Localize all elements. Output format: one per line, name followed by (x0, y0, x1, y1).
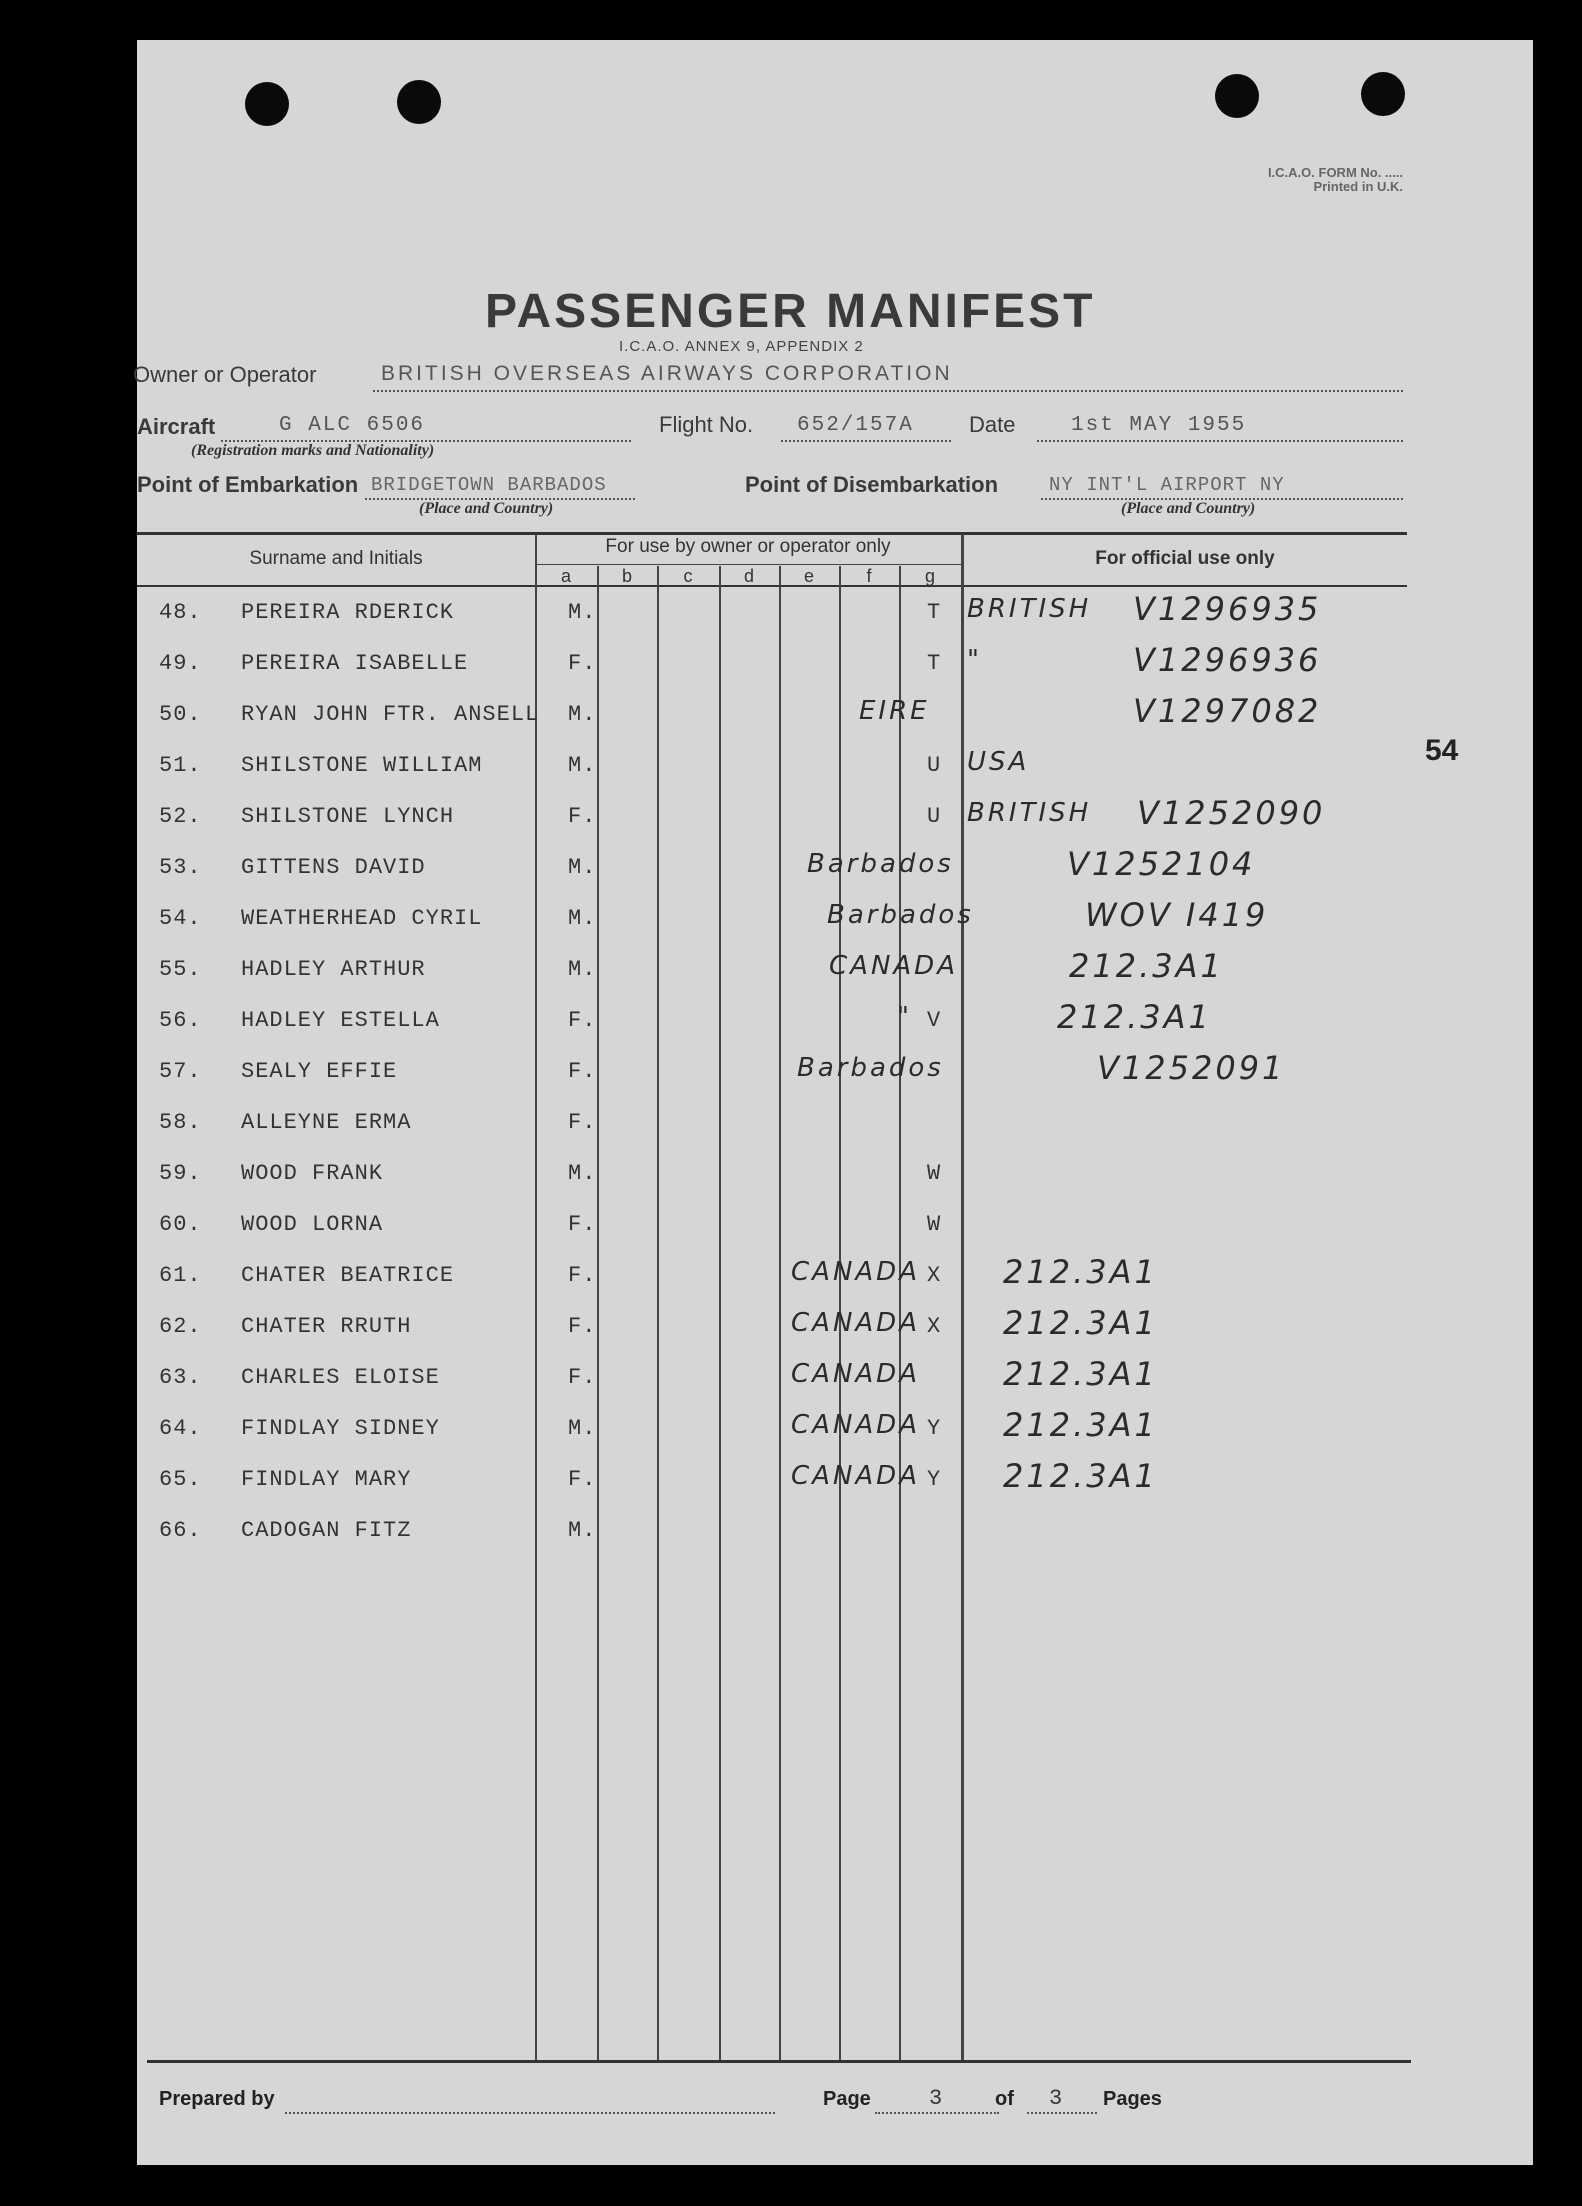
passport-reference: 212.3A1 (1003, 1457, 1158, 1495)
margin-number: 54 (1425, 734, 1459, 767)
flight-label: Flight No. (659, 412, 754, 437)
passenger-sex: F. (568, 804, 597, 829)
owner-value: BRITISH OVERSEAS AIRWAYS CORPORATION (381, 362, 953, 385)
passenger-sex: M. (568, 1518, 597, 1543)
nationality-note: CANADA (829, 951, 958, 981)
disembarkation-value: NY INT'L AIRPORT NY (1049, 474, 1285, 496)
nationality-note: " (897, 1002, 912, 1032)
prepared-by-label: Prepared by (159, 2088, 275, 2110)
passenger-sex: M. (568, 906, 597, 931)
table-row (137, 1161, 1533, 1211)
passport-reference: V1296935 (1133, 590, 1322, 628)
page-title: PASSENGER MANIFEST (485, 285, 1096, 338)
column-g-mark: U (927, 804, 942, 829)
owner-label: Owner or Operator (133, 362, 317, 387)
pages-label: Pages (1103, 2088, 1162, 2110)
row-number: 55. (159, 957, 202, 982)
passport-reference: V1252104 (1067, 845, 1256, 883)
passenger-name: CHARLES ELOISE (241, 1365, 440, 1390)
column-g-mark: X (927, 1263, 942, 1288)
subcol-rule (535, 564, 961, 565)
passenger-sex: M. (568, 957, 597, 982)
passport-reference: 212.3A1 (1003, 1355, 1158, 1393)
embarkation-label: Point of Embarkation (137, 472, 359, 497)
passenger-name: WOOD FRANK (241, 1161, 384, 1186)
passenger-name: CADOGAN FITZ (241, 1518, 412, 1543)
place-note-disembark: (Place and Country) (1121, 500, 1256, 517)
passenger-sex: F. (568, 1059, 597, 1084)
subcol-b: b (621, 566, 632, 586)
passport-reference: 212.3A1 (1003, 1304, 1158, 1342)
row-number: 60. (159, 1212, 202, 1237)
passport-reference: V1252090 (1137, 794, 1326, 832)
form-number (1268, 166, 1403, 194)
passenger-sex: M. (568, 600, 597, 625)
punch-hole-left-2 (397, 80, 441, 124)
table-row (137, 794, 1533, 854)
punch-hole-left (245, 82, 289, 126)
date-label: Date (969, 412, 1016, 437)
column-g-mark: T (927, 600, 942, 625)
page-number: 3 (929, 2086, 944, 2111)
row-number: 61. (159, 1263, 202, 1288)
date-value: 1st MAY 1955 (1071, 414, 1247, 437)
table-row (137, 590, 1533, 650)
aircraft-value: G ALC 6506 (279, 414, 426, 437)
passport-reference: V1297082 (1133, 692, 1322, 730)
passenger-name: CHATER RRUTH (241, 1314, 412, 1339)
column-g-mark: U (927, 753, 942, 778)
table-row (137, 1110, 1533, 1160)
passenger-name: WOOD LORNA (241, 1212, 384, 1237)
row-number: 51. (159, 753, 202, 778)
row-number: 64. (159, 1416, 202, 1441)
flight-dotted-line (781, 440, 951, 442)
passenger-name: FINDLAY SIDNEY (241, 1416, 440, 1441)
row-number: 66. (159, 1518, 202, 1543)
table-row (137, 1406, 1533, 1466)
passport-reference: 212.3A1 (1003, 1253, 1158, 1291)
passenger-name: WEATHERHEAD CYRIL (241, 906, 483, 931)
column-g-mark: T (927, 651, 942, 676)
passport-reference: WOV I419 (1085, 896, 1269, 934)
of-label: of (995, 2088, 1014, 2110)
column-g-mark: W (927, 1212, 942, 1237)
passenger-sex: F. (568, 1212, 597, 1237)
row-number: 62. (159, 1314, 202, 1339)
passenger-sex: F. (568, 1008, 597, 1033)
column-g-mark: Y (927, 1416, 942, 1441)
passenger-sex: M. (568, 1416, 597, 1441)
date-dotted-line (1037, 440, 1403, 442)
passenger-name: SHILSTONE LYNCH (241, 804, 455, 829)
passenger-name: FINDLAY MARY (241, 1467, 412, 1492)
row-number: 54. (159, 906, 202, 931)
table-row (137, 1518, 1533, 1568)
nationality-note: EIRE (859, 696, 930, 726)
form-number-text: I.C.A.O. FORM No. ..... (1267, 165, 1403, 180)
passport-reference: 212.3A1 (1003, 1406, 1158, 1444)
nationality-note: CANADA (791, 1410, 920, 1440)
column-g-mark: W (927, 1161, 942, 1186)
total-pages: 3 (1049, 2086, 1064, 2111)
pages-dotted-line (1027, 2112, 1097, 2114)
table-row (137, 947, 1533, 1007)
nationality-note: BRITISH (967, 594, 1092, 624)
footer-rule (147, 2060, 1411, 2063)
punch-hole-right-2 (1361, 72, 1405, 116)
col-official-use: For official use only (1095, 548, 1275, 569)
passport-reference: V1252091 (1097, 1049, 1286, 1087)
page-subtitle: I.C.A.O. ANNEX 9, APPENDIX 2 (619, 338, 864, 355)
passenger-name: PEREIRA ISABELLE (241, 651, 469, 676)
page-dotted-line (875, 2112, 999, 2114)
embarkation-value: BRIDGETOWN BARBADOS (371, 474, 607, 496)
passenger-sex: F. (568, 1314, 597, 1339)
owner-dotted-line (373, 390, 1403, 392)
passenger-sex: M. (568, 855, 597, 880)
passenger-sex: F. (568, 1365, 597, 1390)
subcol-a: a (560, 566, 571, 586)
passenger-name: HADLEY ESTELLA (241, 1008, 440, 1033)
passenger-name: HADLEY ARTHUR (241, 957, 426, 982)
passenger-sex: F. (568, 1467, 597, 1492)
flight-value: 652/157A (797, 414, 914, 437)
aircraft-label: Aircraft (137, 414, 216, 439)
disembarkation-label: Point of Disembarkation (745, 472, 999, 497)
table-row (137, 1457, 1533, 1517)
nationality-note: " (967, 645, 982, 675)
nationality-note: Barbados (827, 900, 974, 930)
table-row (137, 1253, 1533, 1313)
registration-note: (Registration marks and Nationality) (191, 442, 435, 459)
nationality-note: USA (967, 747, 1030, 777)
subcol-e: e (803, 566, 814, 586)
subcol-g: g (924, 566, 935, 586)
column-g-mark: X (927, 1314, 942, 1339)
passenger-sex: F. (568, 1263, 597, 1288)
row-number: 49. (159, 651, 202, 676)
passport-reference: 212.3A1 (1069, 947, 1224, 985)
row-number: 57. (159, 1059, 202, 1084)
passenger-sex: F. (568, 1110, 597, 1135)
row-number: 48. (159, 600, 202, 625)
nationality-note: Barbados (807, 849, 954, 879)
passenger-sex: M. (568, 702, 597, 727)
passenger-name: SHILSTONE WILLIAM (241, 753, 483, 778)
passenger-sex: F. (568, 651, 597, 676)
subcol-f: f (866, 566, 872, 586)
passenger-name: RYAN JOHN FTR. ANSELL (241, 702, 540, 727)
subcol-c: c (683, 566, 693, 586)
nationality-note: CANADA (791, 1308, 920, 1338)
printed-in-text: Printed in U.K. (1313, 179, 1403, 194)
column-g-mark: V (927, 1008, 942, 1033)
row-number: 65. (159, 1467, 202, 1492)
nationality-note: BRITISH (967, 798, 1092, 828)
passenger-sex: M. (568, 753, 597, 778)
nationality-note: CANADA (791, 1461, 920, 1491)
nationality-note: CANADA (791, 1257, 920, 1287)
col-owner-use: For use by owner or operator only (605, 536, 891, 557)
subcol-d: d (743, 566, 754, 586)
row-number: 56. (159, 1008, 202, 1033)
prepared-by-dotted-line (285, 2112, 775, 2114)
table-row (137, 1049, 1533, 1109)
table-row (137, 1355, 1533, 1415)
passenger-name: GITTENS DAVID (241, 855, 426, 880)
punch-hole-right (1215, 74, 1259, 118)
passenger-name: SEALY EFFIE (241, 1059, 398, 1084)
passport-reference: V1296936 (1133, 641, 1322, 679)
passenger-sex: M. (568, 1161, 597, 1186)
table-row (137, 998, 1533, 1058)
row-number: 52. (159, 804, 202, 829)
table-row (137, 641, 1533, 701)
table-row (137, 692, 1533, 752)
page-label: Page (823, 2088, 871, 2110)
table-row (137, 1304, 1533, 1364)
row-number: 53. (159, 855, 202, 880)
row-number: 58. (159, 1110, 202, 1135)
table-row (137, 896, 1533, 956)
table-row (137, 1212, 1533, 1262)
nationality-note: CANADA (791, 1359, 920, 1389)
col-surname: Surname and Initials (249, 548, 423, 569)
row-number: 63. (159, 1365, 202, 1390)
row-number: 50. (159, 702, 202, 727)
place-note-embark: (Place and Country) (419, 500, 554, 517)
passenger-name: ALLEYNE ERMA (241, 1110, 412, 1135)
manifest-sheet (133, 40, 1533, 2165)
table-row (137, 845, 1533, 905)
passenger-name: PEREIRA RDERICK (241, 600, 455, 625)
passport-reference: 212.3A1 (1057, 998, 1212, 1036)
header-top-rule (137, 532, 1407, 535)
passenger-name: CHATER BEATRICE (241, 1263, 455, 1288)
column-g-mark: Y (927, 1467, 942, 1492)
row-number: 59. (159, 1161, 202, 1186)
nationality-note: Barbados (797, 1053, 944, 1083)
